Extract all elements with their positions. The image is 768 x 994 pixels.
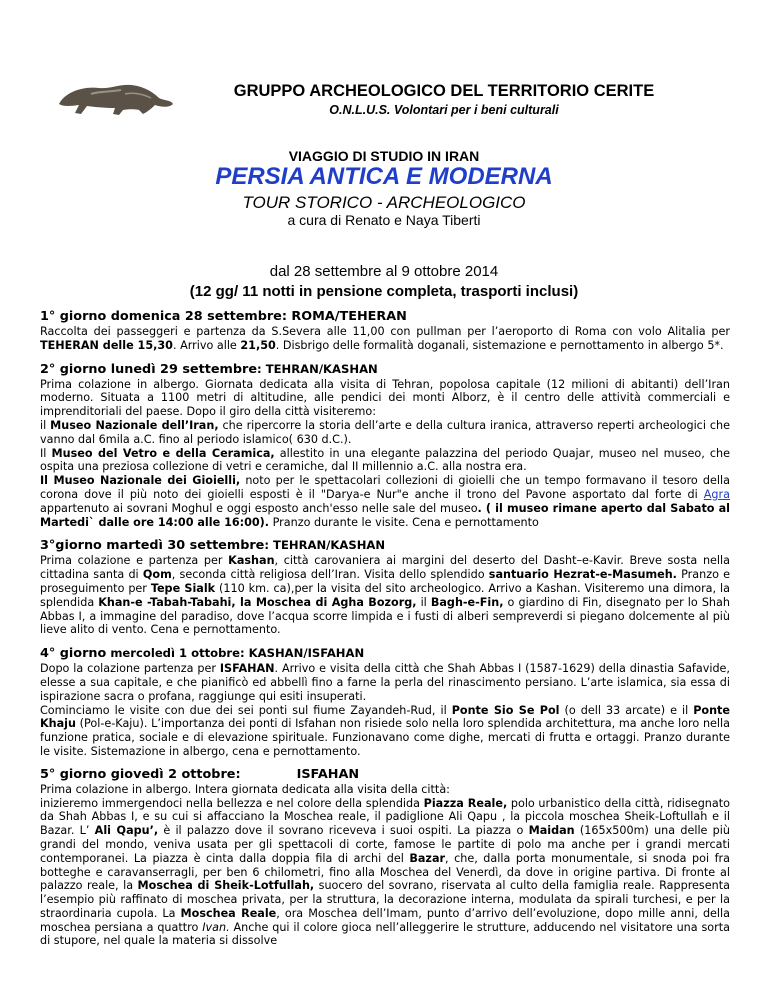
text-run: . Arrivo e visita della città che Shah Abbas I (1587-1629) della dinastia Safavide, elesse a sua capitale, e che pianificò ed abbellì fino a farne la perla del rinascimento persiano. L’arte islamica, sia essa di ispirazione sacra o profana, raggiunge qui esiti insuperati.: [40, 662, 730, 703]
text-run: il: [416, 595, 431, 609]
title-run: : TEHRAN/KASHAN: [257, 361, 378, 376]
trip-dates: dal 28 settembre al 9 ottobre 2014: [269, 263, 499, 280]
day-2: [40, 361, 730, 530]
day-1: [40, 309, 730, 353]
bold-run: Ponte Sio Se Pol: [451, 703, 560, 717]
text-run: il: [40, 418, 51, 432]
text-run: Anche qui il colore gioca nell’alleggerire le strutture, adducendo nel visitatore una sorta di stupore, nel quale la materia si dissolve: [40, 920, 730, 948]
text-run: , che, dalla porta monumentale, si snoda poi fra botteghe e caravanserragli, per ben 6 chilometri, fino alla Moschea del Venerdì, da dove in origine partiva. Di fronte al palazzo reale, la: [40, 851, 730, 893]
text-run: polo urbanistico della città, ridisegnato da Shah Abbas I, e su cui si affacciano la Moschea reale, il padiglione Ali Qapu , la piccola moschea Sheik-Loftullah e il Bazar. L’: [40, 796, 730, 838]
title-run: mercoledì 1 ottobre: KASHAN/ISFAHAN: [106, 646, 365, 661]
day-2-museum-jewels: [40, 474, 730, 529]
title-run: 3°giorno martedì 30 settembre: [40, 538, 265, 554]
italic-run: Ivan.: [202, 920, 230, 934]
text-run: (110 km. ca),per la visita del sito archeologico. Arrivo a Kashan. Visiteremo una dimora, la splendida: [40, 581, 730, 609]
text-run: allestito in una elegante palazzina del periodo Quajar, museo nel museo, che ospita una preziosa collezione di vetri e ceramiche, dal II millennio a.C. alla nostra era.: [40, 446, 730, 474]
bold-run: Ponte Khaju: [40, 703, 730, 731]
organization-subtitle: O.N.L.U.S. Volontari per i beni culturali: [329, 103, 559, 117]
day-2-museum-glass: [40, 447, 730, 475]
text-run: o giardino di Fin, disegnato per lo Shah Abbas I, a immagine del paradiso, dove l’acqua scorre limpida e i fusti di alberi sempreverdi si piegano dolcemente al più lieve alito di vento. Cena e pernottamento.: [40, 595, 730, 637]
text-run: (Pol-e-Kaju). L’importanza dei ponti di Isfahan non risiede solo nella loro splendida architettura, ma anche loro nella funzione pratica, sociale e di elevazione spirituale. Funzionavano come dighe, mercati di frutta e ortaggi. Pranzo durante le visite. Sistemazione in albergo, cena e pernottamento.: [40, 717, 730, 758]
text-run: appartenuto ai sovrani Moghul e oggi esposto anch'esso nelle sale del museo: [40, 501, 478, 515]
text-run: (165x500m) una delle più grandi del mondo, veniva usata per gli spettacoli di corte, famose le partite di polo ma anche per i grandi mercati contemporanei. La piazza è cinta dalla doppia fila di archi del: [40, 824, 730, 865]
title-run: 5° giorno giovedì 2 ottobre:: [40, 766, 241, 782]
text-run: Il: [40, 446, 52, 460]
text-run: . Arrivo alle: [172, 338, 241, 352]
agra-link[interactable]: Agra: [703, 487, 730, 501]
day-3-text: [40, 554, 730, 637]
day-1-text: [40, 325, 730, 353]
bold-run: Il Museo Nazionale dei Gioielli,: [40, 474, 241, 488]
bold-run: Museo del Vetro e della Ceramica,: [51, 446, 275, 460]
bold-run: . ( il museo rimane aperto dal Sabato al Martedi` dalle ore 14:00 alle 16:00).: [40, 501, 730, 529]
text-run: noto per le spettacolari collezioni di gioielli che un tempo formavano il tesoro della corona dove il più noto dei gioielli esposti è il "Darya-e Nur"e anche il trono del Pavone asportato dal forte di: [40, 474, 730, 501]
text-run: Raccolta dei passeggeri e partenza da S.Severa alle 11,00 con pullman per l’aeroporto di Roma con volo Alitalia per: [40, 325, 730, 338]
day-5-title: [40, 767, 730, 783]
trip-summary: (12 gg/ 11 notti in pensione completa, trasporti inclusi): [189, 283, 579, 300]
title-run: 2° giorno lunedì 29 settembre: [40, 361, 258, 377]
day-3: [40, 537, 730, 637]
bold-run: Museo Nazionale dell’Iran,: [50, 418, 219, 432]
title-run: ISFAHAN: [296, 766, 360, 782]
bold-run: ISFAHAN: [219, 662, 275, 676]
bold-run: 21,50: [240, 338, 276, 352]
title-run: : TEHRAN/KASHAN: [264, 538, 386, 553]
day-4-text-1: [40, 662, 730, 703]
text-run: . Disbrigo delle formalità doganali, sistemazione e pernottamento in albergo 5*.: [275, 338, 724, 352]
bold-run: Bagh-e-Fin,: [430, 595, 504, 609]
day-4-title: [40, 645, 730, 662]
text-run: inizieremo immergendoci nella bellezza e nel colore della splendida: [40, 796, 424, 810]
day-1-title: 1° giorno domenica 28 settembre: ROMA/TEHERAN: [40, 309, 407, 324]
text-run: , ora Moschea dell’Imam, punto d’arrivo dell’evoluzione, dopo mille anni, della moschea persiana a quattro: [40, 906, 730, 934]
day-3-title: [40, 537, 730, 554]
bold-run: Bazar: [409, 851, 446, 865]
tour-heading: TOUR STORICO - ARCHEOLOGICO: [242, 193, 526, 212]
bold-run: Piazza Reale,: [423, 796, 508, 810]
text-run: Dopo la colazione partenza per: [40, 662, 220, 676]
bold-run: Ali Qapu’,: [94, 824, 159, 838]
text-run: è il palazzo dove il sovrano riceveva i suoi ospiti. La piazza o: [158, 824, 529, 838]
day-4-text-2: [40, 704, 730, 759]
trip-heading: VIAGGIO DI STUDIO IN IRAN: [288, 148, 480, 164]
text-run: Prima colazione e partenza per: [40, 554, 229, 568]
day-2-museum-national: [40, 419, 730, 447]
text-run: Pranzo e proseguimento per: [40, 568, 731, 595]
text-run: Cominciamo le visite con due dei sei ponti sul fiume Zayandeh-Rud, il: [40, 703, 452, 717]
day-2-intro: Prima colazione in albergo. Giornata dedicata alla visita di Tehran, popolosa capitale (12 milioni di abitanti) dell’Iran moderno. Situata a 1100 metri di altitudine, alle pendici dei monti Alborz, è il centro delle attività commerciali e imprenditoriali del paese. Dopo il giro della città visiteremo:: [40, 377, 730, 419]
bold-run: Maidan: [528, 824, 575, 838]
text-run: suocero del sovrano, riservata al culto della famiglia reale. Rappresenta l’esempio più raffinato di moschea privata, per la struttura, la decorazione interna, modulata da spirali turchesi, e per la straordinaria cupola. La: [40, 879, 730, 920]
title-run: 4° giorno: [40, 646, 107, 662]
bold-run: Kashan: [228, 554, 275, 568]
text-run: che ripercorre la storia dell’arte e della cultura iranica, attraverso reperti archeologici che vanno dal 6mila a.C. fino al periodo islamico( 630 d.C.).: [40, 418, 730, 446]
itinerary: [40, 309, 730, 956]
day-5-text: [40, 797, 730, 949]
text-run: Pranzo durante le visite. Cena e pernottamento: [269, 515, 539, 529]
bold-run: Moschea di Sheik-Lotfullah,: [137, 879, 315, 893]
bold-run: Moschea Reale: [180, 906, 277, 920]
bold-run: Qom: [142, 568, 172, 582]
text-run: , seconda città religiosa dell’Iran. Visita dello splendido: [171, 568, 489, 582]
organization-name: GRUPPO ARCHEOLOGICO DEL TERRITORIO CERITE: [233, 82, 655, 100]
text-run: (o dell 33 arcate) e il: [559, 703, 694, 717]
bold-run: Tepe Sialk: [150, 581, 216, 595]
day-5-intro: Prima colazione in albergo. Intera giornata dedicata alla visita della città:: [40, 782, 450, 796]
bold-run: TEHERAN delle 15,30: [40, 338, 173, 352]
day-4: [40, 645, 730, 759]
curated-by: a cura di Renato e Naya Tiberti: [287, 212, 481, 228]
document-title: PERSIA ANTICA E MODERNA: [215, 163, 553, 190]
text-run: , città carovaniera ai margini del deserto del Dasht–e-Kavir. Breve sosta nella cittadina santa di: [40, 554, 730, 582]
bold-run: santuario Hezrat-e-Masumeh.: [488, 568, 677, 582]
day-2-title: [40, 361, 730, 378]
bold-run: Khan-e -Tabah-Tabahi, la Moschea di Agha Bozorg,: [98, 595, 417, 609]
day-5: [40, 767, 730, 949]
